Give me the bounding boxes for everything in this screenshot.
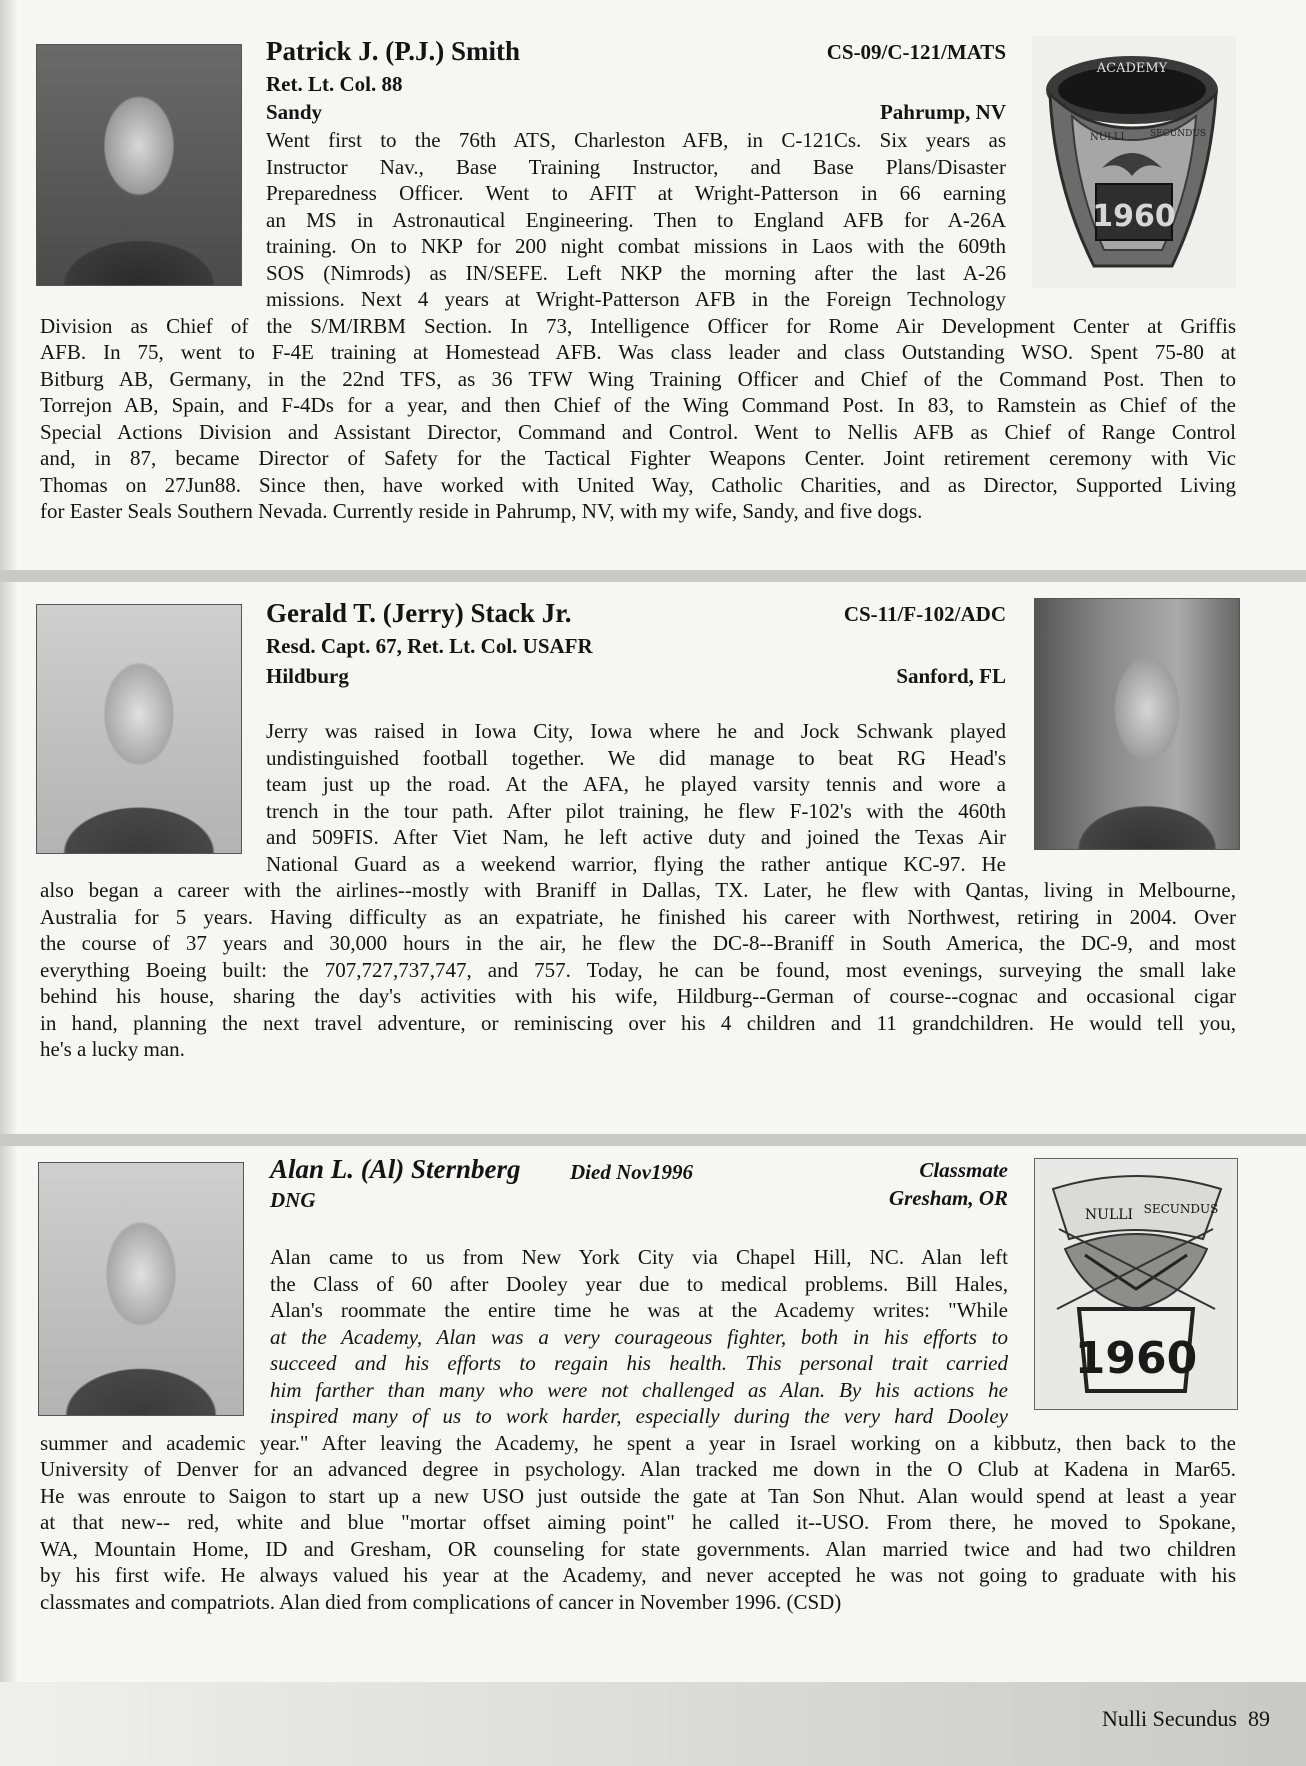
body-line: everything Boeing built: the 707,727,737,747, and 757. Today, he can be found, most evenings, surveying the small lake (40, 957, 1236, 982)
body-line: National Guard as a weekend warrior, flying the rather antique KC-97. He (266, 851, 1006, 876)
entry-name-smith: Patrick J. (P.J.) Smith (266, 36, 520, 66)
body-line: and, in 87, became Director of Safety for the Tactical Fighter Weapons Center. Joint retirement ceremony with Vic (40, 446, 1236, 470)
ring-band-text: ACADEMY (1096, 61, 1168, 76)
entry-spouse-smith: Sandy (266, 100, 323, 124)
page-footer (1102, 1706, 1270, 1732)
body-line: training. On to NKP for 200 night combat missions in Laos with the 609th (266, 234, 1006, 258)
body-line: WA, Mountain Home, ID and Gresham, OR counseling for state governments. Alan married twice and had two children (40, 1536, 1236, 1561)
entry-body-sternberg-upper (270, 1244, 1008, 1430)
body-line: Bitburg AB, Germany, in the 22nd TFS, as 36 TFW Wing Training Officer and Chief of the Command Post. Then to (40, 366, 1236, 391)
footer-page-number: 89 (1248, 1706, 1270, 1731)
entry-location-stack: Sanford, FL (896, 664, 1006, 688)
body-line: him farther than many who were not challenged as Alan. By his actions he (270, 1377, 1008, 1402)
footer-book-title: Nulli Secundus (1101, 1706, 1237, 1731)
entry-code-sternberg: Classmate (919, 1158, 1008, 1182)
body-line: classmates and compatriots. Alan died from complications of cancer in November 1996. (CSD) (40, 1589, 842, 1614)
body-line: trench in the tour path. After pilot training, he flew F-102's with the 460th (266, 798, 1006, 823)
body-line: inspired many of us to work harder, especially during the very hard Dooley (270, 1404, 1008, 1428)
body-line: Instructor Nav., Base Training Instructor, and Base Plans/Disaster (266, 154, 1006, 179)
body-line: Torrejon AB, Spain, and F-4Ds for a year, and then Chief of the Wing Command Post. In 83, to Ramstein as Chief of the (40, 393, 1236, 417)
body-line: the course of 37 years and 30,000 hours in the air, he flew the DC-8--Braniff in South America, the DC-9, and most (40, 931, 1236, 955)
entry-location-sternberg: Gresham, OR (888, 1186, 1008, 1210)
entry-body-smith-upper (266, 127, 1006, 313)
body-line: Jerry was raised in Iowa City, Iowa where he and Jock Schwank played (266, 719, 1006, 743)
crest-year-text: 1960 (1074, 1333, 1198, 1384)
entry-location-smith: Pahrump, NV (879, 100, 1006, 124)
entry-body-sternberg-lower (40, 1430, 1236, 1616)
entry-rank-smith: Ret. Lt. Col. 88 (266, 72, 403, 96)
class-crest-image (1034, 1158, 1238, 1410)
body-line: an MS in Astronautical Engineering. Then to England AFB for A-26A (266, 207, 1006, 232)
body-line: Alan's roommate the entire time he was at the Academy writes: "While (270, 1298, 1008, 1322)
crest-motto-right: SECUNDUS (1143, 1202, 1219, 1216)
entry-code-smith: CS-09/C-121/MATS (826, 40, 1006, 64)
body-line: SOS (Nimrods) as IN/SEFE. Left NKP the morning after the last A-26 (266, 260, 1006, 285)
body-line: missions. Next 4 years at Wright-Patterson AFB in the Foreign Technology (266, 287, 1006, 311)
body-line: Division as Chief of the S/M/IRBM Section. In 73, Intelligence Officer for Rome Air Development Center at Griffis (40, 313, 1236, 338)
body-line: summer and academic year." After leaving the Academy, he spent a year in Israel working on a kibbutz, then back to the (40, 1430, 1236, 1455)
entry-rank-stack: Resd. Capt. 67, Ret. Lt. Col. USAFR (266, 634, 593, 658)
cadet-photo-sternberg (38, 1162, 244, 1416)
body-line: he's a lucky man. (40, 1037, 185, 1061)
body-line: for Easter Seals Southern Nevada. Currently reside in Pahrump, NV, with my wife, Sandy, and five dogs. (40, 499, 923, 523)
cadet-photo-stack (36, 604, 242, 854)
body-line: also began a career with the airlines--mostly with Braniff in Dallas, TX. Later, he flew with Qantas, living in Melbourne, (40, 878, 1236, 902)
body-line: Special Actions Division and Assistant Director, Command and Control. Went to Nellis AFB as Chief of Range Control (40, 419, 1236, 444)
section-divider (0, 570, 1306, 582)
body-line: by his first wife. He always valued his year at the Academy, and never accepted he was not going to graduate with his (40, 1563, 1236, 1587)
ring-year-text: 1960 (1092, 199, 1176, 234)
body-line: Preparedness Officer. Went to AFIT at Wright-Patterson in 66 earning (266, 181, 1006, 205)
page-edge-shadow (0, 0, 18, 1766)
body-line: Thomas on 27Jun88. Since then, have worked with United Way, Catholic Charities, and as Director, Supported Living (40, 472, 1236, 497)
body-line: team just up the road. At the AFA, he played varsity tennis and wore a (266, 772, 1006, 796)
body-line: succeed and his efforts to regain his health. This personal trait carried (270, 1351, 1008, 1375)
body-line: Went first to the 76th ATS, Charleston AFB, in C-121Cs. Six years as (266, 128, 1006, 152)
entry-name-sternberg: Alan L. (Al) Sternberg (270, 1154, 521, 1184)
body-line: behind his house, sharing the day's activities with his wife, Hildburg--German of course--cognac and occasional cigar (40, 984, 1236, 1008)
entry-name-stack: Gerald T. (Jerry) Stack Jr. (266, 598, 572, 628)
body-line: Australia for 5 years. Having difficulty as an expatriate, he finished his career with Northwest, retiring in 2004. Over (40, 904, 1236, 929)
entry-spouse-stack: Hildburg (266, 664, 349, 688)
body-line: and 509FIS. After Viet Nam, he left active duty and joined the Texas Air (266, 825, 1006, 849)
body-line: AFB. In 75, went to F-4E training at Homestead AFB. Was class leader and class Outstanding WSO. Spent 75-80 at (40, 340, 1236, 364)
body-line: He was enroute to Saigon to start up a new USO just outside the gate at Tan Son Nhut. Alan would spend at least a year (40, 1483, 1236, 1508)
entry-rank-sternberg: DNG (270, 1188, 316, 1212)
body-line: in hand, planning the next travel adventure, or reminiscing over his 4 children and 11 grandchildren. He would tell you, (40, 1010, 1236, 1035)
entry-body-smith-lower (40, 313, 1236, 525)
entry-body-stack-upper (266, 718, 1006, 877)
section-divider (0, 1134, 1306, 1146)
class-ring-image (1032, 36, 1236, 288)
entry-body-stack-lower (40, 877, 1236, 1063)
cadet-photo-smith (36, 44, 242, 286)
entry-code-stack: CS-11/F-102/ADC (843, 602, 1006, 626)
entry-died-sternberg: Died Nov1996 (570, 1160, 694, 1184)
ring-motto-left: NULLI (1090, 132, 1125, 143)
body-line: University of Denver for an advanced degree in psychology. Alan tracked me down in the O Club at Kadena in Mar65. (40, 1457, 1236, 1481)
body-line: undistinguished football together. We did manage to beat RG Head's (266, 745, 1006, 770)
ring-motto-right: SECUNDUS (1150, 129, 1207, 139)
body-line: at the Academy, Alan was a very courageous fighter, both in his efforts to (270, 1324, 1008, 1349)
current-photo-stack (1034, 598, 1240, 850)
crest-motto-left: NULLI (1084, 1207, 1134, 1223)
body-line: Alan came to us from New York City via Chapel Hill, NC. Alan left (270, 1245, 1008, 1269)
body-line: the Class of 60 after Dooley year due to medical problems. Bill Hales, (270, 1271, 1008, 1296)
body-line: at that new-- red, white and blue "mortar offset aiming point" he called it--USO. From there, he moved to Spokane, (40, 1510, 1236, 1534)
